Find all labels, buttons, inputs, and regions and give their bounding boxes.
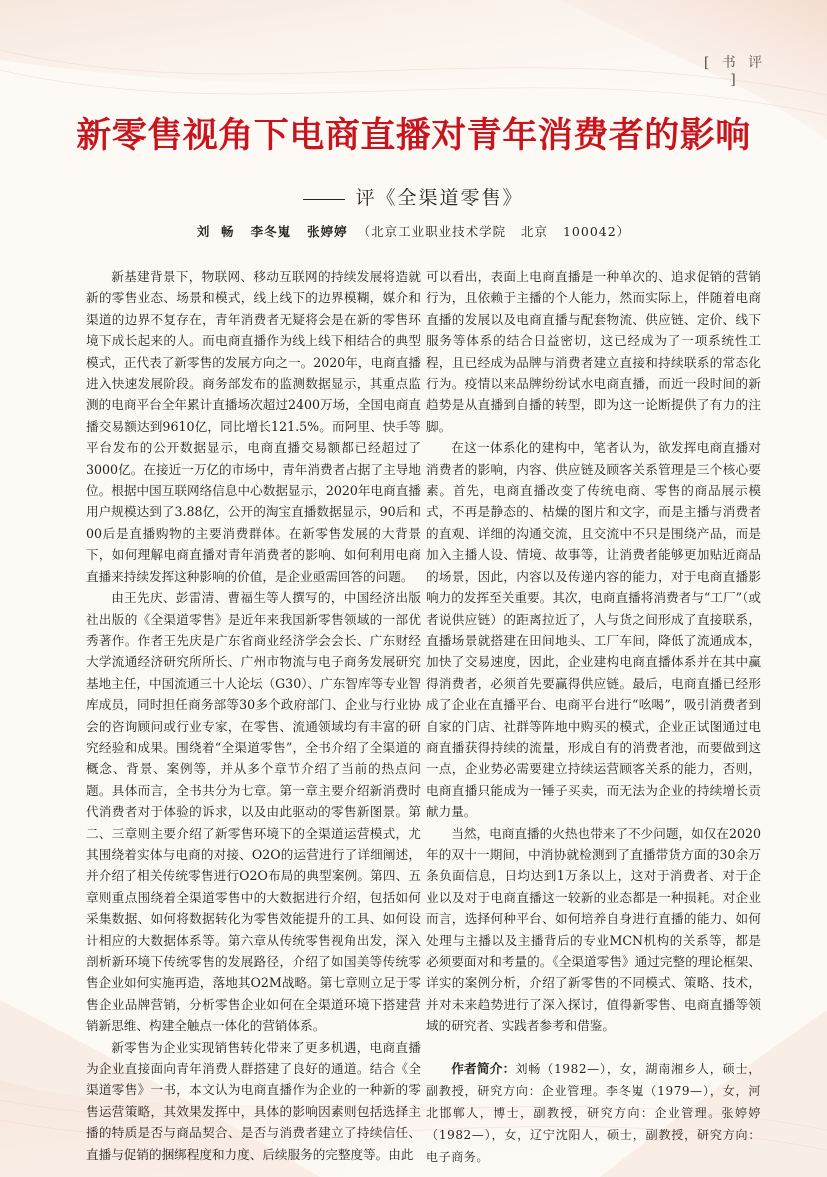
- paragraph: 当然，电商直播的火热也带来了不少问题，如仅在2020年的双十一期间，中消协就检测到了直播带货方面的30余万条负面信息，日均达到1万条以上，这对于消费者、对于企业以及对于电商直播这一较新的业态都是一种损耗。对企业而言，选择何种平台、如何培养自身进行直播的能力、如何处理与主播以及主播背后的专业MCN机构的关系等，都是必须要面对和考量的。《全渠道零售》通过完整的理论框架、详实的案例分析，介绍了新零售的不同模式、策略、技术，并对未来趋势进行了深入探讨，值得新零售、电商直播等领域的研究者、实践者参考和借鉴。: [426, 825, 761, 1034]
- paragraph: 在这一体系化的建构中，笔者认为，欲发挥电商直播对消费者的影响，内容、供应链及顾客关系管理是三个核心要素。首先，电商直播改变了传统电商、零售的商品展示模式，不再是静态的、枯燥的图片和文字，而是主播与消费者的直观、详细的沟通交流，且交流中不只是围绕产品，而是加入主播人设、情境、故事等，让消费者能够更加贴近商品的场景，因此，内容以及传递内容的能力，对于电商直播影响力的发挥至关重要。其次，电商直播将消费者与“工厂”（或者说供应链）的距离拉近了，人与货之间形成了直接联系，直播场景就搭建在田间地头、工厂车间，降低了流通成本，加快了交易速度，因此，企业建构电商直播体系并在其中赢得消费者，必须首先要赢得供应链。最后，电商直播已经形成了企业在直播平台、电商平台进行“吆喝”，吸引消费者到自家的门店、社群等阵地中购买的模式，企业正试图通过电商直播获得持续的流量，形成自有的消费者池，而要做到这一点，企业势必需要建立持续运营顾客关系的能力，否则，电商直播只能成为一锤子买卖，而无法为企业的持续增长贡献力量。: [426, 440, 761, 820]
- body-column-right: [426, 266, 761, 1168]
- section-tag-book-review: [ 书 评 ]: [703, 55, 767, 88]
- article-title: 新零售视角下电商直播对青年消费者的影响: [76, 116, 751, 156]
- author-bio-label: 作者简介：: [451, 1060, 516, 1076]
- paragraph: 由王先庆、彭雷清、曹福生等人撰写的，中国经济出版社出版的《全渠道零售》是近年来我国新零售领域的一部优秀著作。作者王先庆是广东省商业经济学会会长、广东财经大学流通经济研究所所长、广州市物流与电子商务发展研究基地主任，中国流通三十人论坛（G30）、广东智库等专业智库成员，同时担任商务部等30多个政府部门、企业与行业协会的咨询顾问或行业专家，在零售、流通领域均有丰富的研究经验和成果。围绕着“全渠道零售”，全书介绍了全渠道的概念、背景、案例等，并从多个章节介绍了当前的热点问题。具体而言，全书共分为七章。第一章主要介绍新消费时代消费者对于体验的诉求，以及由此驱动的零售新图景。第二、三章则主要介绍了新零售环境下的全渠道运营模式，尤其围绕着实体与电商的对接、O2O的运营进行了详细阐述，并介绍了相关传统零售进行O2O布局的典型案例。第四、五章则重点围绕着全渠道零售中的大数据进行介绍，包括如何采集数据、如何将数据转化为零售效能提升的工具、如何设计相应的大数据体系等。第六章从传统零售视角出发，深入剖析新环境下传统零售的发展路径，介绍了如国美等传统零售企业如何实施再造，落地其O2M战略。第七章则立足于零售企业品牌营销，分析零售企业如何在全渠道环境下搭建营销新思维、构建全触点一体化的营销体系。: [86, 590, 421, 1034]
- paragraph-continued: 可以看出，表面上电商直播是一种单次的、追求促销的营销行为，且依赖于主播的个人能力，然而实际上，伴随着电商直播的发展以及电商直播与配套物流、供应链、定价、线下服务等体系的结合日益密切，这已经成为了一项系统性工程，且已经成为品牌与消费者建立直接和持续联系的常态化行为。疫情以来品牌纷纷试水电商直播，而近一段时间的新趋势是从直播到自播的转型，即为这一论断提供了有力的注脚。: [426, 269, 761, 434]
- article-subtitle: [0, 183, 827, 210]
- author-affiliation: （北京工业职业技术学院 北京 100042）: [357, 224, 631, 239]
- body-column-left: [86, 266, 421, 1165]
- subtitle-text: 评《全渠道零售》: [355, 187, 524, 209]
- author-bio: [426, 1058, 761, 1168]
- paragraph: 新零售为企业实现销售转化带来了更多机遇，电商直播为企业直接面向青年消费人群搭建了良好的通道。结合《全渠道零售》一书，本文认为电商直播作为企业的一种新的零售运营策略，其效果发挥中，具体的影响因素则包括选择主播的特质是否与商品契合、是否与消费者建立了持续信任、直播与促销的捆绑程度和力度、后续服务的完整度等。由此: [86, 1039, 421, 1162]
- author-names: 刘 畅 李冬嵬 张婷婷: [196, 224, 348, 239]
- author-bio-text: 刘畅（1982—），女，湖南湘乡人，硕士，副教授，研究方向：企业管理。李冬嵬（1979—），女，河北邯郸人，博士，副教授，研究方向：企业管理。张婷婷（1982—），女，辽宁沈阳人，硕士，副教授，研究方向：电子商务。: [426, 1061, 762, 1164]
- byline: [0, 222, 827, 240]
- paragraph: 新基建背景下，物联网、移动互联网的持续发展将造就新的零售业态、场景和模式，线上线下的边界模糊，媒介和渠道的边界不复存在，青年消费者无疑将会是在新的零售环境下成长起来的人。而电商直播作为线上线下相结合的典型模式，正代表了新零售的发展方向之一。2020年，电商直播进入快速发展阶段。商务部发布的监测数据显示，其重点监测的电商平台全年累计直播场次超过2400万场，全国电商直播交易额达到9610亿，同比增长121.5%。而阿里、快手等平台发布的公开数据显示，电商直播交易额都已经超过了3000亿。在接近一万亿的市场中，青年消费者占据了主导地位。根据中国互联网络信息中心数据显示，2020年电商直播用户规模达到了3.88亿，公开的淘宝直播数据显示，90后和00后是直播购物的主要消费群体。在新零售发展的大背景下，如何理解电商直播对青年消费者的影响、如何利用电商直播来持续发挥这种影响的价值，是企业亟需回答的问题。: [86, 269, 421, 584]
- subtitle-dash: [303, 199, 345, 200]
